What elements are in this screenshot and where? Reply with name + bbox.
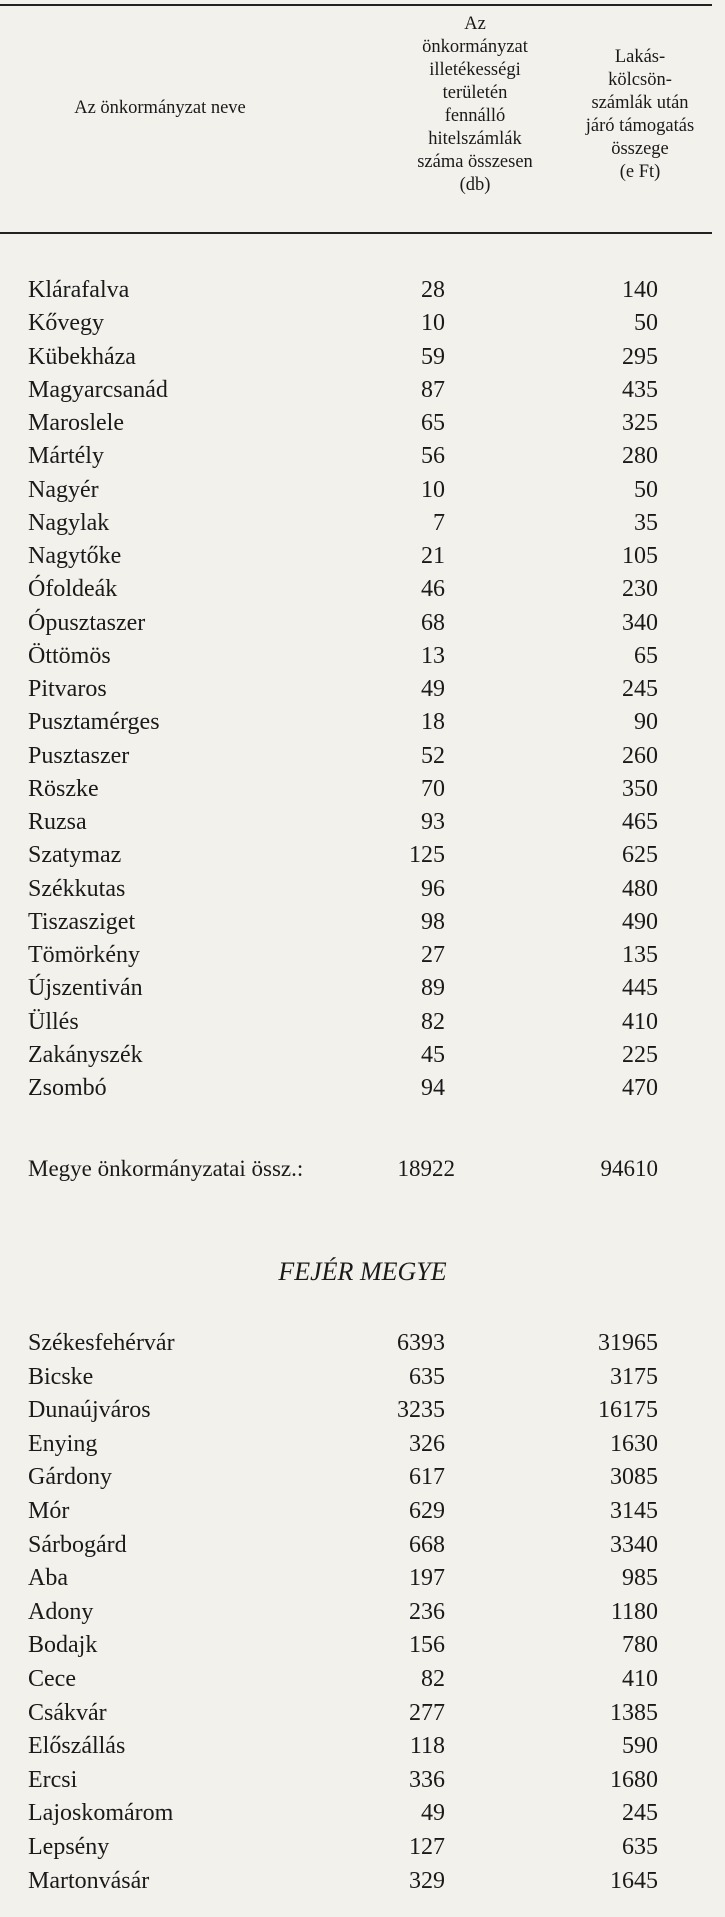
table-row [0, 1460, 725, 1494]
settlement-name: Cece [28, 1666, 76, 1692]
support-amount: 340 [622, 609, 658, 636]
account-count: 18 [421, 709, 445, 736]
account-count: 68 [421, 609, 445, 636]
header-amount-column [565, 46, 715, 184]
table-row [0, 1796, 725, 1830]
settlement-name: Csákvár [28, 1699, 107, 1726]
table-row [0, 1628, 725, 1662]
settlement-name: Zsombó [28, 1075, 107, 1101]
settlement-name: Zakányszék [28, 1041, 143, 1068]
account-count: 27 [421, 942, 445, 968]
support-amount: 780 [622, 1632, 658, 1659]
account-count: 6393 [397, 1330, 445, 1356]
support-amount: 350 [622, 775, 658, 802]
settlement-name: Kübekháza [28, 343, 136, 370]
table-row [0, 971, 725, 1005]
support-amount: 295 [622, 343, 658, 370]
table-row [0, 705, 725, 739]
settlement-name: Magyarcsanád [28, 376, 168, 403]
settlement-name: Ruzsa [28, 809, 87, 835]
support-amount: 90 [634, 709, 658, 736]
settlement-name: Gárdony [28, 1464, 112, 1491]
table-row [0, 1038, 725, 1072]
account-count: 236 [409, 1598, 445, 1625]
support-amount: 1680 [610, 1766, 658, 1793]
table-row [0, 1528, 725, 1562]
account-count: 629 [409, 1498, 445, 1524]
settlement-name: Pitvaros [28, 676, 107, 702]
table-row [0, 1071, 725, 1105]
settlement-name: Martonvásár [28, 1867, 150, 1894]
settlement-name: Üllés [28, 1008, 79, 1035]
account-count: 668 [409, 1531, 445, 1558]
table-row [0, 473, 725, 507]
table-row [0, 1326, 725, 1360]
county-total-row [0, 1152, 725, 1186]
support-amount: 480 [622, 875, 658, 902]
account-count: 89 [421, 975, 445, 1002]
table-row [0, 1830, 725, 1864]
support-amount: 105 [622, 543, 658, 569]
table-row [0, 273, 725, 307]
account-count: 94 [421, 1075, 445, 1101]
settlement-name: Pusztaszer [28, 742, 130, 769]
support-amount: 135 [622, 942, 658, 968]
account-count: 617 [409, 1464, 445, 1491]
table-row [0, 306, 725, 340]
table-row [0, 872, 725, 906]
header-count-line: önkormányzat [422, 37, 528, 57]
table-row [0, 1696, 725, 1730]
account-count: 125 [409, 842, 445, 869]
support-amount: 3340 [610, 1531, 658, 1558]
settlement-name: Kővegy [28, 310, 104, 337]
support-amount: 35 [634, 509, 658, 536]
account-count: 3235 [397, 1397, 445, 1424]
header-count-column [385, 13, 565, 197]
support-amount: 325 [622, 410, 658, 436]
account-count: 7 [433, 509, 445, 536]
support-amount: 625 [622, 842, 658, 869]
account-count: 329 [409, 1867, 445, 1894]
settlement-name: Tömörkény [28, 942, 140, 968]
table-row [0, 406, 725, 440]
support-amount: 31965 [598, 1330, 658, 1356]
total-label: Megye önkormányzatai össz.: [28, 1156, 304, 1181]
account-count: 197 [409, 1565, 445, 1592]
header-name-column [30, 97, 290, 120]
total-amount: 94610 [600, 1156, 658, 1181]
account-count: 10 [421, 310, 445, 337]
table-row [0, 1763, 725, 1797]
table-row [0, 1729, 725, 1763]
settlement-name: Székkutas [28, 875, 126, 902]
support-amount: 985 [622, 1565, 658, 1592]
support-amount: 16175 [598, 1397, 658, 1424]
account-count: 46 [421, 576, 445, 603]
total-count: 18922 [397, 1156, 455, 1181]
account-count: 87 [421, 376, 445, 403]
table-row [0, 1494, 725, 1528]
support-amount: 3145 [610, 1498, 658, 1524]
account-count: 277 [409, 1699, 445, 1726]
settlement-name: Ófoldeák [28, 576, 118, 603]
table-row [0, 539, 725, 573]
settlement-name: Székesfehérvár [28, 1330, 175, 1356]
account-count: 13 [421, 642, 445, 669]
support-amount: 490 [622, 908, 658, 935]
settlement-name: Öttömös [28, 642, 111, 669]
account-count: 326 [409, 1430, 445, 1457]
account-count: 52 [421, 742, 445, 769]
table-row [0, 506, 725, 540]
account-count: 98 [421, 908, 445, 935]
support-amount: 50 [634, 476, 658, 503]
support-amount: 1180 [610, 1598, 658, 1625]
table-row [0, 639, 725, 673]
table-row [0, 1595, 725, 1629]
support-amount: 140 [622, 277, 658, 303]
settlement-name: Klárafalva [28, 277, 130, 303]
table-row [0, 672, 725, 706]
settlement-name: Mór [28, 1498, 70, 1524]
header-amount-line: Lakás- [614, 47, 666, 67]
settlement-name: Lajoskomárom [28, 1800, 174, 1827]
account-count: 65 [421, 410, 445, 436]
table-row [0, 905, 725, 939]
table-row [0, 1005, 725, 1039]
header-name-label: Az önkormányzat neve [74, 98, 246, 118]
table-row [0, 1427, 725, 1461]
support-amount: 435 [622, 376, 658, 403]
header-amount-line: kölcsön- [608, 70, 672, 90]
settlement-name: Sárbogárd [28, 1531, 127, 1558]
table-row [0, 838, 725, 872]
header-count-line: hitelszámlák [428, 129, 522, 149]
table-row [0, 938, 725, 972]
support-amount: 280 [622, 443, 658, 470]
table-row [0, 439, 725, 473]
account-count: 49 [421, 676, 445, 702]
settlement-name: Dunaújváros [28, 1397, 151, 1424]
account-count: 56 [421, 443, 445, 470]
settlement-name: Nagytőke [28, 543, 122, 569]
header-rule [0, 232, 712, 234]
support-amount: 590 [622, 1733, 658, 1760]
support-amount: 225 [622, 1041, 658, 1068]
support-amount: 3085 [610, 1464, 658, 1491]
settlement-name: Röszke [28, 775, 99, 802]
support-amount: 50 [634, 310, 658, 337]
settlement-name: Aba [28, 1565, 68, 1592]
table-row [0, 772, 725, 806]
header-count-line: száma összesen [417, 152, 533, 172]
table-row [0, 1864, 725, 1898]
support-amount: 410 [622, 1008, 658, 1035]
support-amount: 230 [622, 576, 658, 603]
account-count: 70 [421, 775, 445, 802]
settlement-name: Tiszasziget [28, 908, 136, 935]
table-row [0, 373, 725, 407]
account-count: 21 [421, 543, 445, 569]
header-count-line: Az [464, 14, 486, 34]
support-amount: 260 [622, 742, 658, 769]
table-row [0, 1561, 725, 1595]
support-amount: 1645 [610, 1867, 658, 1894]
settlement-name: Pusztamérges [28, 709, 160, 736]
account-count: 49 [421, 1800, 445, 1827]
settlement-name: Bicske [28, 1363, 94, 1390]
account-count: 59 [421, 343, 445, 370]
settlement-name: Szatymaz [28, 842, 122, 869]
table-row [0, 572, 725, 606]
support-amount: 410 [622, 1666, 658, 1692]
support-amount: 245 [622, 676, 658, 702]
table-row [0, 805, 725, 839]
settlement-name: Maroslele [28, 410, 124, 436]
table-row [0, 340, 725, 374]
account-count: 96 [421, 875, 445, 902]
header-amount-line: számlák után [591, 93, 689, 113]
settlement-name: Enying [28, 1430, 98, 1457]
header-amount-line: járó támogatás [585, 116, 695, 136]
account-count: 82 [421, 1008, 445, 1035]
support-amount: 635 [622, 1834, 658, 1860]
support-amount: 1630 [610, 1430, 658, 1457]
header-amount-line: (e Ft) [619, 162, 661, 182]
settlement-name: Adony [28, 1598, 94, 1625]
header-count-line: (db) [459, 175, 491, 195]
settlement-name: Nagylak [28, 509, 110, 536]
table-row [0, 1393, 725, 1427]
support-amount: 65 [634, 642, 658, 669]
settlement-name: Nagyér [28, 476, 99, 503]
account-count: 127 [409, 1834, 445, 1860]
settlement-name: Bodajk [28, 1632, 98, 1659]
account-count: 28 [421, 277, 445, 303]
header-count-line: illetékességi [429, 60, 521, 80]
table-row [0, 1360, 725, 1394]
support-amount: 245 [622, 1800, 658, 1827]
account-count: 635 [409, 1363, 445, 1390]
table-row [0, 739, 725, 773]
settlement-name: Előszállás [28, 1733, 126, 1760]
top-rule [0, 4, 712, 6]
header-count-line: fennálló [444, 106, 506, 126]
account-count: 156 [409, 1632, 445, 1659]
table-row [0, 1662, 725, 1696]
account-count: 10 [421, 476, 445, 503]
section-title: FEJÉR MEGYE [278, 1257, 447, 1286]
settlement-name: Ercsi [28, 1766, 78, 1793]
header-count-line: területén [442, 83, 508, 103]
support-amount: 465 [622, 809, 658, 835]
support-amount: 1385 [610, 1699, 658, 1726]
support-amount: 445 [622, 975, 658, 1002]
account-count: 45 [421, 1041, 445, 1068]
header-amount-line: összege [611, 139, 669, 159]
support-amount: 3175 [610, 1363, 658, 1390]
account-count: 336 [409, 1766, 445, 1793]
settlement-name: Mártély [28, 443, 104, 470]
settlement-name: Újszentiván [28, 975, 143, 1002]
settlement-name: Ópusztaszer [28, 609, 146, 636]
table-row [0, 606, 725, 640]
settlement-name: Lepsény [28, 1834, 110, 1860]
account-count: 82 [421, 1666, 445, 1692]
account-count: 118 [409, 1733, 445, 1760]
support-amount: 470 [622, 1075, 658, 1101]
account-count: 93 [421, 809, 445, 835]
